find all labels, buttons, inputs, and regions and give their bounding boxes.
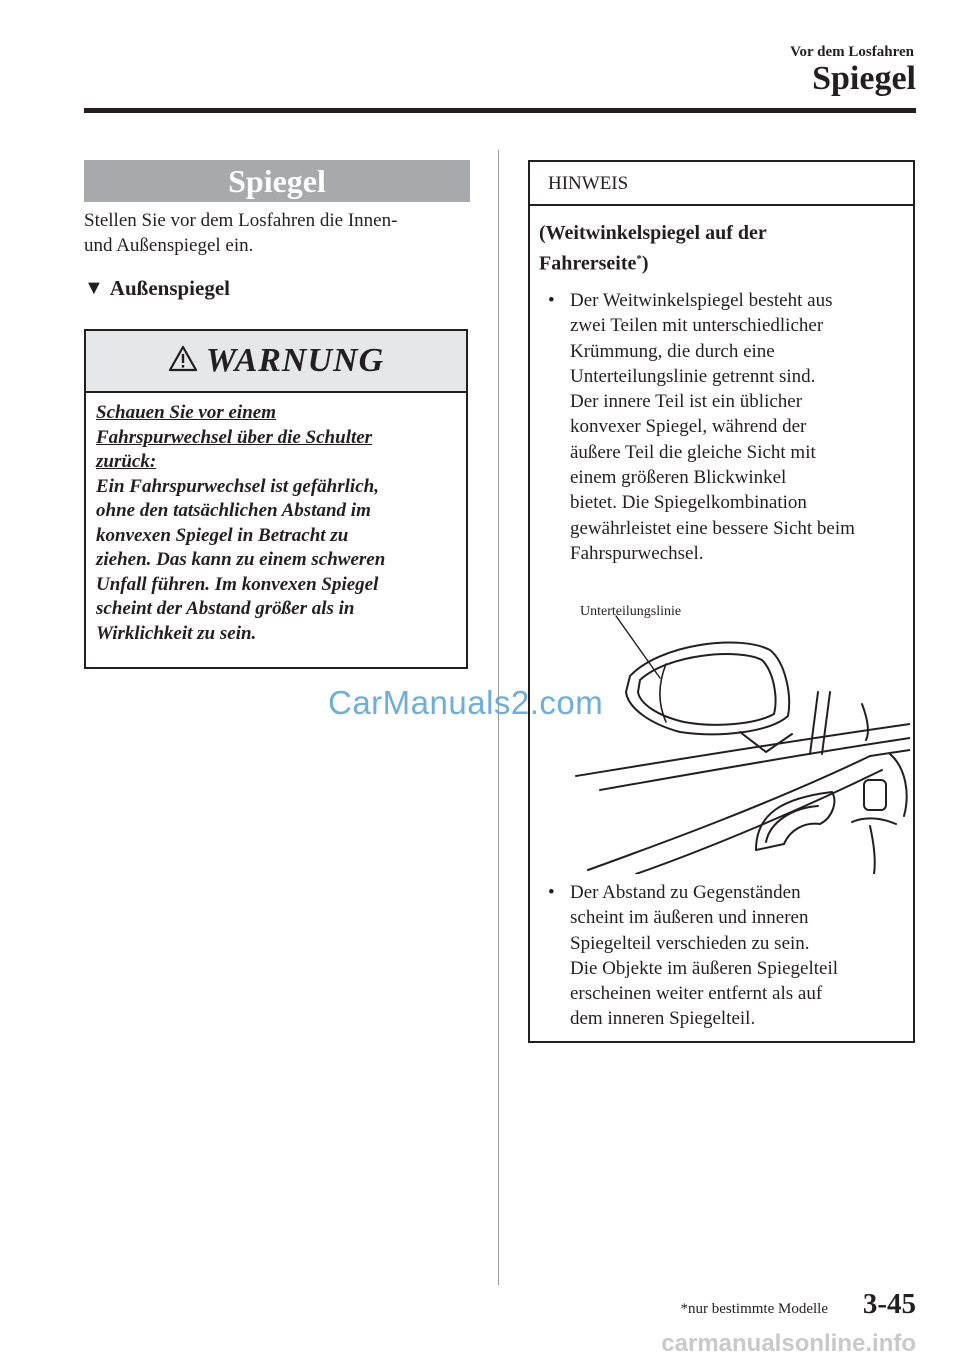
note-box [528, 160, 915, 1043]
watermark: CarManuals2.com [328, 684, 604, 721]
figure-label: Unterteilungslinie [580, 604, 682, 619]
subheading [84, 276, 230, 301]
warning-text-line: Ein Fahrspurwechsel ist gefährlich, [96, 475, 379, 497]
bullet-icon: • [548, 290, 555, 311]
subheading-text: Außenspiegel [109, 276, 230, 300]
footer-site: carmanualsonline.info [661, 1330, 916, 1357]
warning-text-line: Wirklichkeit zu sein. [96, 622, 257, 644]
side-mirror-icon [570, 604, 910, 874]
section-title: Spiegel [812, 60, 916, 97]
intro-line: Stellen Sie vor dem Losfahren die Innen- [84, 210, 398, 231]
page-number: 3-45 [862, 1288, 916, 1320]
list-item: • Der Weitwinkelspiegel besteht aus zwei Teilen mit unterschiedlicher Krümmung, die durch eine Unterteilungslinie getrennt sind. Der innere Teil ist ein üblicher konvexer Spiegel, während der äußere Teil die gleiche Sicht mit einem größeren Blickwinkel bietet. Die Spiegelkombination gewährleistet eine bessere Sicht beim Fahrspurwechsel. [548, 290, 855, 564]
warning-box [84, 329, 468, 669]
note-subheading [539, 220, 767, 277]
chapter-title: Vor dem Losfahren [790, 44, 914, 60]
warning-header [86, 331, 466, 393]
warning-instruction-line: zurück: [96, 451, 157, 472]
intro-line: und Außenspiegel ein. [84, 235, 254, 256]
warning-text-line: ziehen. Das kann zu einem schweren [96, 549, 386, 570]
intro-paragraph [84, 208, 474, 258]
mirror-illustration [570, 604, 910, 874]
bullet-icon: • [548, 882, 555, 903]
triangle-down-icon: ▼ [84, 277, 104, 299]
warning-text-line: scheint der Abstand größer als in [96, 598, 355, 619]
warning-triangle-icon [168, 345, 198, 377]
header-rule [84, 108, 916, 113]
section-banner: Spiegel [84, 160, 470, 202]
warning-text-line: Unfall führen. Im konvexen Spiegel [96, 573, 379, 595]
note-subheading-line: Fahrerseite*) [539, 252, 649, 275]
footnote: *nur bestimmte Modelle [680, 1301, 828, 1317]
warning-body [86, 393, 466, 646]
warning-text-line: ohne den tatsächlichen Abstand im [96, 500, 371, 521]
warning-instruction-line: Schauen Sie vor einem [96, 402, 276, 423]
warning-instruction-line: Fahrspurwechsel über die Schulter [96, 426, 373, 448]
warning-text-line: konvexen Spiegel in Betracht zu [96, 524, 349, 546]
note-heading: HINWEIS [530, 162, 913, 206]
list-item: • Der Abstand zu Gegenständen scheint im äußeren und inneren Spiegelteil verschieden zu sein. Die Objekte im äußeren Spiegelteil erscheinen weiter entfernt als auf dem inneren Spiegelteil. [548, 882, 839, 1030]
footnote-marker: * [636, 253, 642, 265]
note-subheading-line: (Weitwinkelspiegel auf der [539, 222, 767, 244]
warning-title: WARNUNG [205, 342, 385, 379]
